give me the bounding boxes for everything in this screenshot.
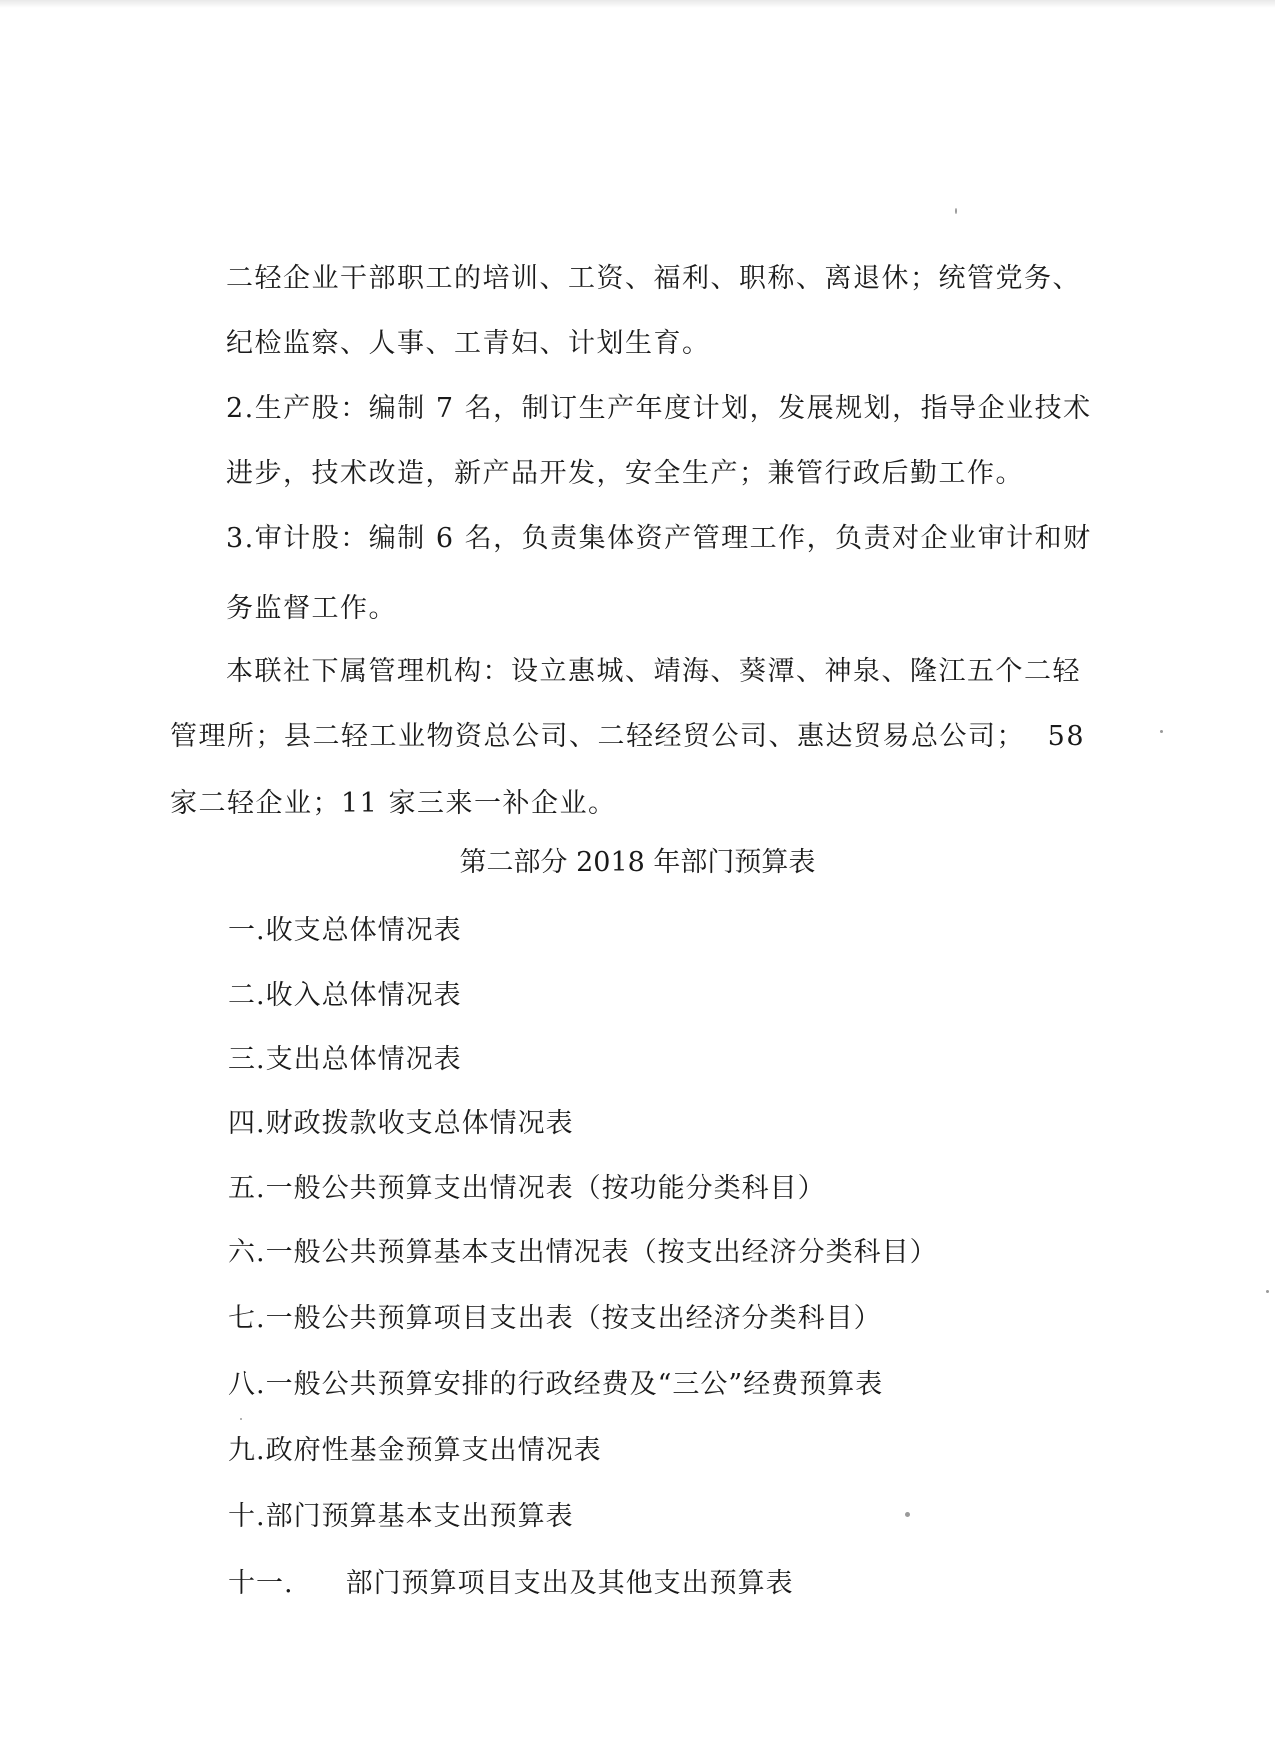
- scan-speck: [1160, 730, 1163, 733]
- toc-title: 收支总体情况表: [265, 915, 462, 946]
- paragraph-text: 2.生产股：编制 7 名，制订生产年度计划，发展规划，指导企业技术: [226, 393, 1092, 424]
- toc-item: [228, 1043, 462, 1077]
- paragraph-text: 务监督工作。: [226, 593, 397, 624]
- paragraph-text: 二轻企业干部职工的培训、工资、福利、职称、离退休；统管党务、: [226, 263, 1081, 294]
- toc-number: 十一.: [228, 1568, 294, 1599]
- paragraph-line: [226, 655, 1081, 689]
- toc-item: [228, 1368, 883, 1402]
- toc-title: 部门预算基本支出预算表: [265, 1501, 574, 1532]
- toc-item: [228, 1302, 882, 1336]
- toc-item: [228, 1236, 938, 1270]
- toc-item: [228, 1107, 574, 1141]
- paragraph-line: [226, 522, 1092, 556]
- toc-number: 八.: [228, 1369, 266, 1400]
- toc-item: [228, 1500, 574, 1534]
- toc-title: 部门预算项目支出及其他支出预算表: [345, 1568, 794, 1599]
- toc-title: 一般公共预算项目支出表（按支出经济分类科目）: [265, 1303, 882, 1334]
- paragraph-line: [170, 720, 1085, 754]
- toc-title: 财政拨款收支总体情况表: [265, 1108, 574, 1139]
- paragraph-line: [226, 592, 397, 626]
- toc-title: 一般公共预算安排的行政经费及“三公”经费预算表: [265, 1369, 884, 1400]
- toc-item: [228, 1172, 826, 1206]
- toc-number: 一.: [228, 915, 266, 946]
- paragraph-text: 进步，技术改造，新产品开发，安全生产；兼管行政后勤工作。: [226, 458, 1024, 489]
- section-heading: 第二部分 2018 年部门预算表: [459, 847, 816, 878]
- toc-number: 二.: [228, 980, 266, 1011]
- scan-speck: [1266, 1290, 1269, 1293]
- toc-number: 四.: [228, 1108, 266, 1139]
- toc-title: 一般公共预算支出情况表（按功能分类科目）: [265, 1173, 826, 1204]
- toc-number: 七.: [228, 1303, 266, 1334]
- toc-number: 六.: [228, 1237, 266, 1268]
- paragraph-line: [226, 457, 1024, 491]
- toc-item: [228, 979, 462, 1013]
- toc-title: 支出总体情况表: [265, 1044, 462, 1075]
- paragraph-line: [226, 392, 1092, 426]
- toc-item: [228, 914, 462, 948]
- toc-title: 一般公共预算基本支出情况表（按支出经济分类科目）: [265, 1237, 938, 1268]
- toc-item: [228, 1434, 602, 1468]
- toc-number: 三.: [228, 1044, 266, 1075]
- paragraph-text: 本联社下属管理机构：设立惠城、靖海、葵潭、神泉、隆江五个二轻: [226, 656, 1081, 687]
- toc-title: 政府性基金预算支出情况表: [265, 1435, 602, 1466]
- paragraph-line: [226, 327, 711, 361]
- paragraph-text: 家二轻企业；11 家三来一补企业。: [170, 788, 617, 819]
- toc-item: [228, 1567, 794, 1601]
- paragraph-text: 纪检监察、人事、工青妇、计划生育。: [226, 328, 711, 359]
- paragraph-number: 58: [1047, 721, 1085, 752]
- toc-title: 收入总体情况表: [265, 980, 462, 1011]
- scan-speck: [955, 208, 957, 214]
- paragraph-line: [226, 262, 1081, 296]
- toc-number: 五.: [228, 1173, 266, 1204]
- paragraph-line: [170, 787, 616, 821]
- scan-speck: [240, 1418, 242, 1420]
- paragraph-text: 3.审计股：编制 6 名，负责集体资产管理工作，负责对企业审计和财: [226, 523, 1092, 554]
- toc-number: 十.: [228, 1501, 266, 1532]
- toc-number: 九.: [228, 1435, 266, 1466]
- scan-speck: [905, 1512, 910, 1517]
- paragraph-text: 管理所；县二轻工业物资总公司、二轻经贸公司、惠达贸易总公司；: [170, 721, 1025, 752]
